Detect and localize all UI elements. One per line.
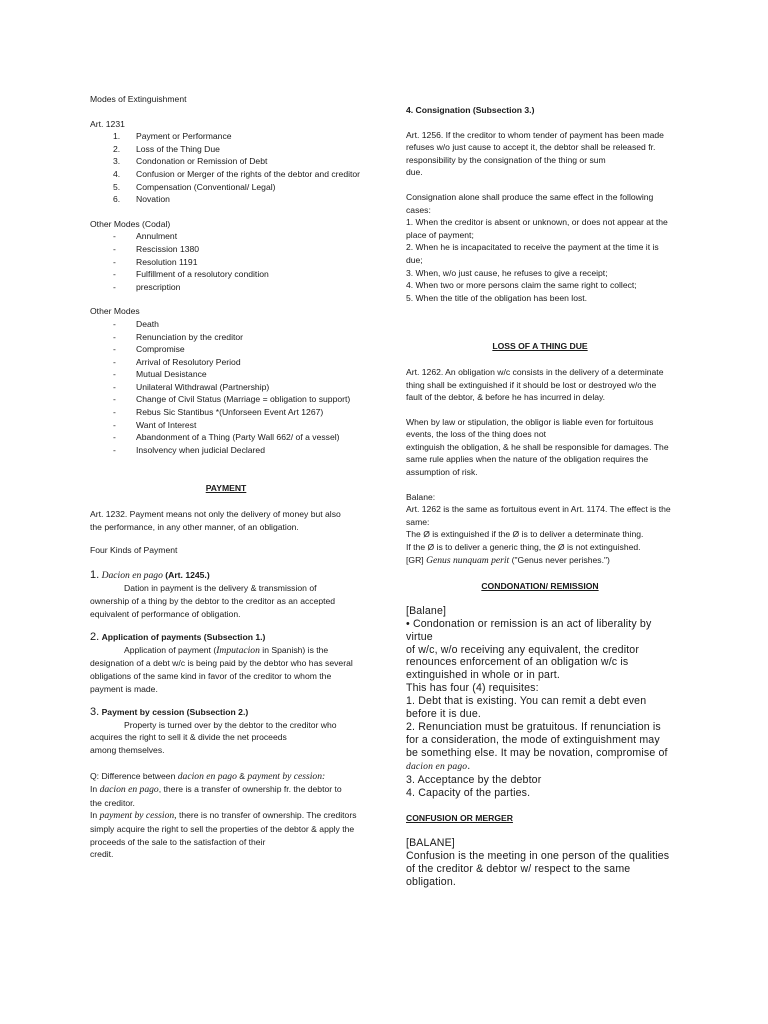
list-marker: -	[113, 356, 116, 367]
heading-loss: LOSS OF A THING DUE	[492, 341, 588, 352]
mode-item	[90, 181, 362, 194]
paragraph: In dacion en pago, there is a transfer of ownership fr. the debtor to	[90, 784, 342, 796]
list-item-text: Abandonment of a Thing (Party Wall 662/ of a vessel)	[136, 432, 340, 443]
case-item: 3. When, w/o just cause, he refuses to give a receipt;	[406, 267, 608, 278]
list-item-text: prescription	[136, 281, 181, 292]
paragraph: the creditor.	[90, 797, 135, 808]
other-mode-item	[90, 444, 362, 457]
list-item-text: Renunciation by the creditor	[136, 331, 244, 342]
list-item-text: Rescission 1380	[136, 243, 200, 254]
list-marker: -	[113, 432, 116, 443]
heading-consignation: 4. Consignation (Subsection 3.)	[406, 105, 535, 115]
kind-term: Dacion en pago	[101, 569, 163, 581]
list-item-text: Resolution 1191	[136, 256, 198, 267]
other-mode-item	[90, 381, 362, 394]
heading-payment: PAYMENT	[205, 483, 247, 494]
paragraph: Dation in payment is the delivery & transmission of	[124, 583, 317, 594]
other-mode-item	[90, 419, 362, 432]
cases-list	[406, 216, 674, 304]
list-item-text: Fulfillment of a resolutory condition	[136, 269, 269, 280]
requisite: 4. Capacity of the parties.	[406, 786, 531, 799]
list-marker: 5.	[113, 181, 121, 192]
modes-list	[90, 130, 362, 206]
question: Q: Difference between dacion en pago & payment by cession:	[90, 770, 326, 782]
list-item-text: Want of Interest	[136, 419, 197, 430]
list-item-text: Compromise	[136, 344, 185, 355]
kind-title: Application of payments (Subsection 1.)	[101, 632, 266, 643]
paragraph: acquires the right to sell it & divide the net proceeds	[90, 732, 287, 743]
list-marker: -	[113, 444, 116, 455]
right-column	[406, 0, 674, 889]
paragraph: Confusion is the meeting in one person of the qualities of the creditor & debtor w/ respect to the same obligation.	[406, 849, 670, 888]
case-item: 5. When the title of the obligation has been lost.	[406, 292, 588, 303]
condonation-block	[406, 605, 674, 800]
paragraph: credit.	[90, 849, 114, 860]
paragraph: [Balane]	[406, 604, 447, 617]
kind-heading	[90, 706, 362, 719]
paragraph: Art. 1262 is the same as fortuitous event in Art. 1174. The effect is the same:	[406, 504, 671, 527]
paragraph: When by law or stipulation, the obligor is liable even for fortuitous events, the loss of the thing does not	[406, 416, 654, 440]
list-marker: 4.	[113, 168, 121, 179]
list-item-text: Change of Civil Status (Marriage = obligation to support)	[136, 394, 351, 405]
kind-heading	[90, 569, 362, 583]
codal-item	[90, 268, 362, 281]
list-item-text: Novation	[136, 194, 170, 205]
list-marker: -	[113, 331, 116, 342]
list-marker: -	[113, 344, 116, 355]
subsection-title: Other Modes	[90, 306, 140, 317]
paragraph: extinguish the obligation, & he shall be responsible for damages. The same rule applies when the nature of the obligation requires the assumption of risk.	[406, 441, 669, 478]
paragraph: In payment by cession, there is no transfer of ownership. The creditors simply acquire the right to sell the properties of the debtor & apply the proceeds of the sale to the satisfaction of their	[90, 810, 357, 847]
paragraph: If the Ø is to deliver a generic thing, the Ø is not extinguished.	[406, 542, 641, 553]
other-mode-item	[90, 331, 362, 344]
paragraph: Balane:	[406, 491, 436, 502]
other-mode-item	[90, 356, 362, 369]
paragraph: Art. 1256. If the creditor to whom tender of payment has been made refuses w/o just cause to accept it, the debtor shall be released fr. responsibility by the consignation of the thing or sum	[406, 129, 664, 165]
paragraph: of w/c, w/o receiving any equivalent, the creditor renounces enforcement of an obligation w/c is extinguished in whole or in part.	[406, 643, 640, 682]
list-marker: -	[113, 256, 116, 267]
article-ref: Art. 1231	[90, 118, 125, 129]
left-column	[90, 0, 362, 861]
list-marker: -	[113, 281, 116, 292]
list-marker: -	[113, 369, 116, 380]
list-item-text: Death	[136, 318, 159, 329]
list-marker: -	[113, 394, 116, 405]
list-item-text: Rebus Sic Stantibus *(Unforseen Event Art 1267)	[136, 407, 324, 418]
other-mode-item	[90, 368, 362, 381]
list-item-text: Confusion or Merger of the rights of the debtor and creditor	[136, 168, 361, 179]
subsection-title: Other Modes (Codal)	[90, 218, 171, 229]
kind-number: 3.	[90, 706, 100, 719]
heading-merger: CONFUSION OR MERGER	[406, 813, 513, 824]
codal-item	[90, 281, 362, 294]
paragraph: [BALANE]	[406, 837, 455, 849]
paragraph: Application of payment (Imputacion in Spanish) is the	[124, 644, 329, 656]
paragraph: due.	[406, 167, 423, 178]
list-marker: -	[113, 407, 116, 418]
list-marker: 3.	[113, 156, 121, 167]
list-item-text: Unilateral Withdrawal (Partnership)	[136, 381, 270, 392]
paragraph: the performance, in any other manner, of an obligation.	[90, 521, 299, 532]
requisite: 3. Acceptance by the debtor	[406, 773, 542, 786]
paragraph: • Condonation or remission is an act of liberality by virtue	[406, 617, 652, 643]
kind-number: 2.	[90, 631, 100, 644]
list-marker: 6.	[113, 194, 121, 205]
section-title: Modes of Extinguishment	[90, 94, 187, 104]
subsection-title: Four Kinds of Payment	[90, 545, 178, 556]
other-mode-item	[90, 406, 362, 419]
kind-article: (Art. 1245.)	[165, 569, 210, 580]
paragraph: among themselves.	[90, 744, 165, 755]
list-marker: -	[113, 318, 116, 329]
list-marker: 1.	[113, 131, 121, 142]
paragraph: designation of a debt w/c is being paid by the debtor who has several obligations of the same kind in favor of the creditor to whom the payment is made.	[90, 658, 353, 694]
paragraph: cases:	[406, 204, 431, 215]
codal-item	[90, 243, 362, 256]
list-item-text: Mutual Desistance	[136, 369, 207, 380]
other-mode-item	[90, 393, 362, 406]
requisite: 1. Debt that is existing. You can remit a debt even before it is due.	[406, 695, 647, 721]
list-marker: -	[113, 419, 116, 430]
list-marker: 2.	[113, 143, 121, 154]
case-item: 4. When two or more persons claim the same right to collect;	[406, 280, 637, 291]
case-item: 1. When the creditor is absent or unknown, or does not appear at the place of payment;	[406, 217, 668, 240]
other-mode-item	[90, 343, 362, 356]
list-item-text: Payment or Performance	[136, 131, 232, 142]
paragraph: [GR] Genus nunquam perit ("Genus never perishes.")	[406, 554, 610, 566]
paragraph: Art. 1262. An obligation w/c consists in the delivery of a determinate thing shall be extinguished if it should be lost or destroyed w/o the fault of the debtor, & before he has incurred in delay.	[406, 366, 664, 403]
paragraph: Art. 1232. Payment means not only the delivery of money but also	[90, 509, 341, 520]
codal-item	[90, 230, 362, 243]
mode-item	[90, 155, 362, 168]
codal-item	[90, 256, 362, 269]
list-item-text: Arrival of Resolutory Period	[136, 356, 241, 367]
list-marker: -	[113, 243, 116, 254]
heading-condonation: CONDONATION/ REMISSION	[481, 581, 599, 592]
paragraph: Consignation alone shall produce the same effect in the following	[406, 191, 654, 202]
other-mode-item	[90, 431, 362, 444]
list-marker: -	[113, 231, 116, 242]
list-item-text: Insolvency when judicial Declared	[136, 444, 265, 455]
mode-item	[90, 130, 362, 143]
merger-block	[406, 837, 674, 889]
paragraph: The Ø is extinguished if the Ø is to deliver a determinate thing.	[406, 529, 644, 540]
kind-title: Payment by cession (Subsection 2.)	[101, 707, 249, 718]
kind-number: 1.	[90, 568, 100, 581]
paragraph: Property is turned over by the debtor to the creditor who	[124, 719, 337, 730]
other-mode-item	[90, 318, 362, 331]
list-item-text: Loss of the Thing Due	[136, 143, 220, 154]
list-item-text: Compensation (Conventional/ Legal)	[136, 181, 276, 192]
paragraph: ownership of a thing by the debtor to the creditor as an accepted equivalent of performance of obligation.	[90, 596, 336, 619]
codal-list	[90, 230, 362, 293]
kind-heading	[90, 631, 362, 644]
mode-item	[90, 143, 362, 156]
list-marker: -	[113, 269, 116, 280]
mode-item	[90, 168, 362, 181]
case-item: 2. When he is incapacitated to receive the payment at the time it is due;	[406, 242, 659, 265]
mode-item	[90, 193, 362, 206]
list-marker: -	[113, 381, 116, 392]
list-item-text: Annulment	[136, 231, 178, 242]
paragraph: This has four (4) requisites:	[406, 682, 539, 695]
other-modes-list	[90, 318, 362, 457]
requisite: 2. Renunciation must be gratuitous. If renunciation is for a consideration, the mode of extinguishment may be something else. It may be novation, compromise of dacion en pago.	[406, 720, 668, 772]
list-item-text: Condonation or Remission of Debt	[136, 156, 268, 167]
